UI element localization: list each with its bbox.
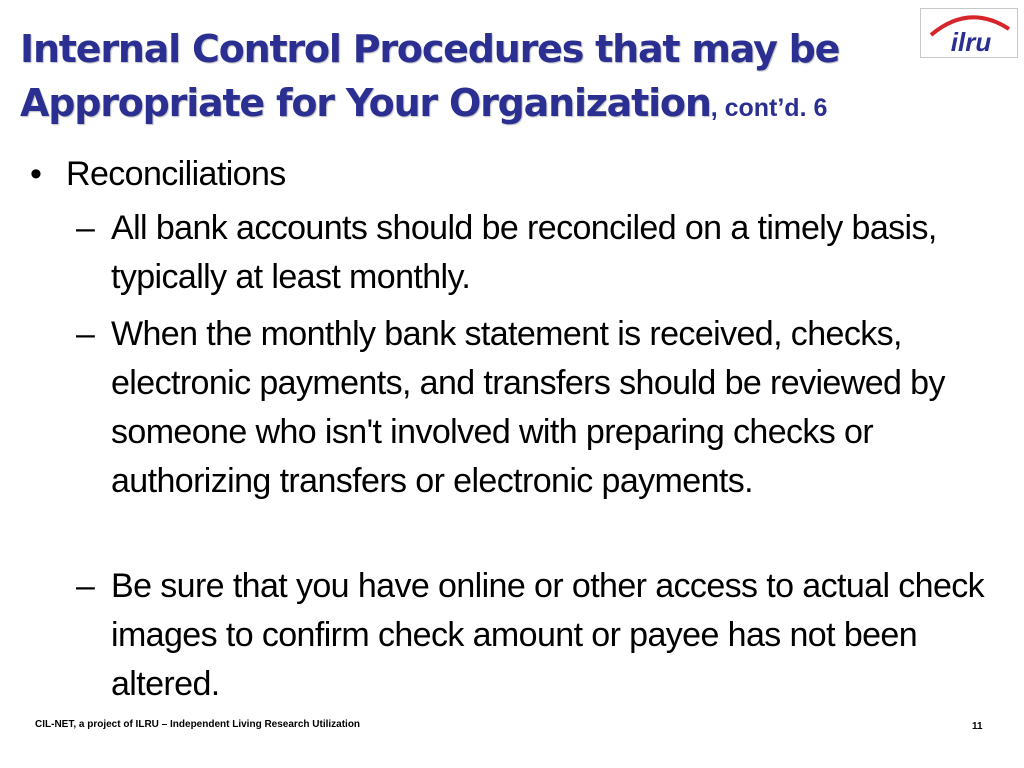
dash-marker: – — [76, 209, 95, 247]
sub-item-text: When the monthly bank statement is received, checks, electronic payments, and transfers should be reviewed by someone who isn't involved with preparing checks or authorizing transfers or electronic payments. — [111, 315, 945, 500]
bullet-text: Reconciliations — [66, 155, 286, 193]
footer-credit: CIL-NET, a project of ILRU – Independent Living Research Utilization — [35, 719, 361, 730]
sub-item — [76, 204, 1006, 302]
dash-marker: – — [76, 567, 95, 605]
slide-title-main: Internal Control Procedures that may be Appropriate for Your Organization — [20, 27, 840, 125]
ilru-logo-text: ilru — [950, 27, 992, 57]
sub-item — [76, 562, 1006, 709]
sub-item-text: Be sure that you have online or other access to actual check images to confirm check amount or payee has not been altered. — [111, 567, 985, 703]
sub-item-text: All bank accounts should be reconciled on a timely basis, typically at least monthly. — [111, 209, 937, 296]
sub-item — [76, 310, 1006, 506]
dash-marker: – — [76, 315, 95, 353]
slide-title-suffix: , cont’d. 6 — [710, 94, 828, 122]
bullet-marker: • — [30, 155, 42, 193]
page-number: 11 — [972, 721, 983, 732]
